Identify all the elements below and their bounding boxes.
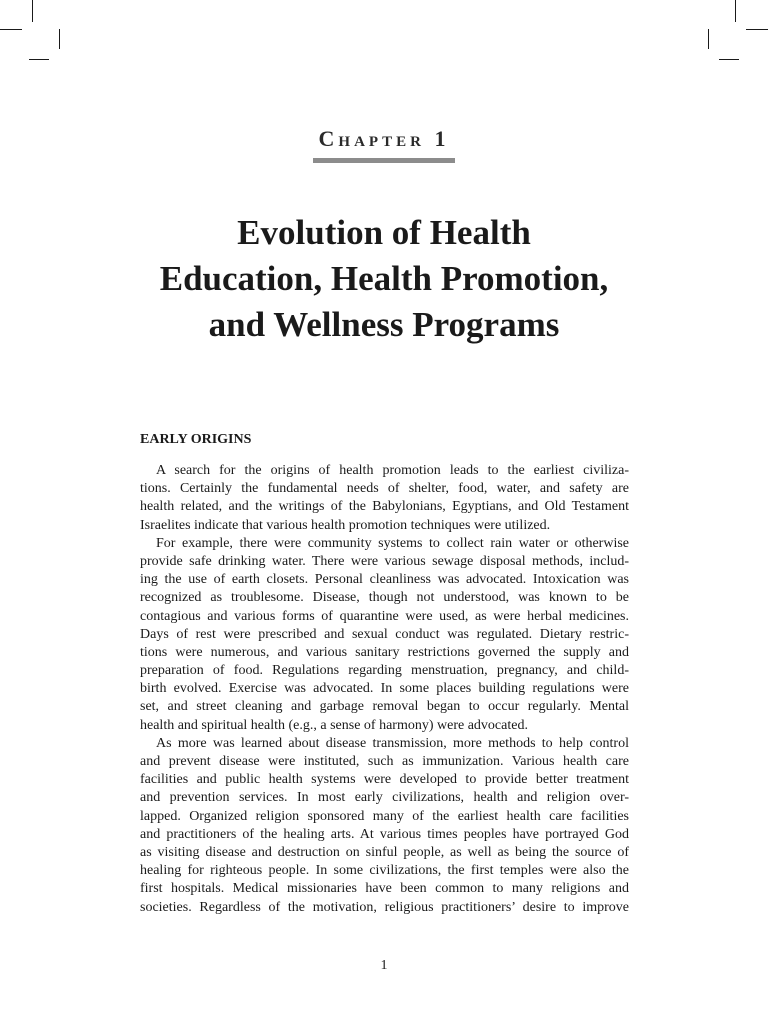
body-text: [140, 462, 629, 917]
text-line: and prevent disease were instituted, such as immunization. Various health care: [140, 754, 629, 769]
text-line: lapped. Organized religion sponsored many of the earliest health care facilities: [140, 808, 629, 824]
title-line: and Wellness Programs: [208, 305, 560, 344]
crop-mark: [708, 29, 709, 49]
text-line: tions. Certainly the fundamental needs of shelter, food, water, and safety are: [140, 481, 629, 497]
text-line: ing the use of earth closets. Personal cleanliness was advocated. Intoxication was: [140, 572, 629, 588]
text-line: tions were numerous, and various sanitary restrictions governed the supply and: [140, 644, 629, 660]
crop-mark: [0, 29, 22, 30]
crop-mark: [59, 29, 60, 49]
title-line: Evolution of Health: [237, 213, 531, 252]
text-line: as visiting disease and destruction on sinful people, as well as being the source of: [140, 844, 629, 860]
chapter-title: [84, 210, 684, 348]
text-line: contagious and various forms of quarantine were used, as were herbal medicines.: [140, 608, 629, 624]
text-line: health related, and the writings of the Babylonians, Egyptians, and Old Testament: [140, 499, 629, 515]
text-line: Israelites indicate that various health promotion techniques were utilized.: [140, 517, 551, 533]
text-line: As more was learned about disease transmission, more methods to help control: [156, 735, 629, 751]
text-line: first hospitals. Medical missionaries have been common to many religions and: [140, 881, 629, 897]
text-line: preparation of food. Regulations regarding menstruation, pregnancy, and child-: [140, 663, 629, 679]
text-line: facilities and public health systems were developed to provide better treatment: [140, 772, 629, 788]
crop-mark: [29, 59, 49, 60]
text-line: For example, there were community systems to collect rain water or otherwise: [156, 535, 629, 551]
text-line: set, and street cleaning and garbage removal began to occur regularly. Mental: [140, 699, 629, 715]
text-line: and practitioners of the healing arts. At various times peoples have portrayed God: [140, 826, 629, 842]
text-line: Days of rest were prescribed and sexual conduct was regulated. Dietary restric-: [140, 626, 629, 642]
crop-mark: [746, 29, 768, 30]
section-heading: EARLY ORIGINS: [140, 432, 252, 447]
text-line: healing for righteous people. In some civilizations, the first temples were also the: [140, 863, 629, 879]
text-line: A search for the origins of health promotion leads to the earliest civiliza-: [156, 463, 629, 478]
chapter-label: Chapter 1: [318, 126, 450, 151]
title-line: Education, Health Promotion,: [159, 259, 609, 298]
chapter-rule: [313, 158, 455, 163]
page-number: 1: [380, 958, 388, 973]
crop-mark: [719, 59, 739, 60]
crop-mark: [32, 0, 33, 22]
text-line: provide safe drinking water. There were various sewage disposal methods, includ-: [140, 553, 629, 569]
text-line: health and spiritual health (e.g., a sense of harmony) were advocated.: [140, 717, 528, 733]
text-line: societies. Regardless of the motivation, religious practitioners’ desire to improve: [140, 899, 629, 915]
crop-mark: [735, 0, 736, 22]
text-line: and prevention services. In most early civilizations, health and religion over-: [140, 790, 629, 806]
text-line: recognized as troublesome. Disease, though not understood, was known to be: [140, 590, 629, 606]
text-line: birth evolved. Exercise was advocated. In some places building regulations were: [140, 681, 629, 697]
